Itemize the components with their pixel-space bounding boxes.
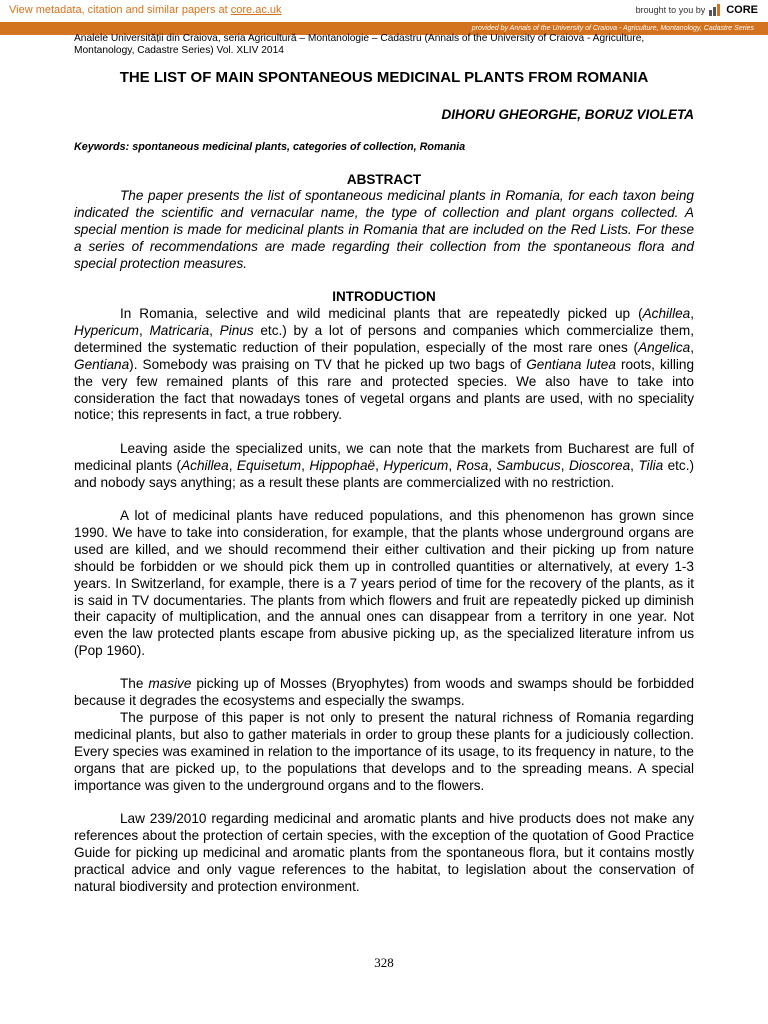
intro-paragraph-6: Law 239/2010 regarding medicinal and aromatic plants and hive products does not make any references about the protection of certain species, with the exception of the quotation of Good Practice Guide for picking up medicinal and aromatic plants from the spontaneous flora, but it contains mostly practical advice and only vague references to the habitat, to legislation about the conservation of natural biodiversity and protection environment.: [74, 811, 694, 894]
abstract-text: The paper presents the list of spontaneous medicinal plants in Romania, for each taxon being indicated the scientific and vernacular name, the type of collection and plant organs collected. A special mention is made for medicinal plants in Romania that are included on the Red Lists. For these a series of recommendations are made regarding their collection from the spontaneous flora and special protection measures.: [74, 188, 694, 271]
paper-title: THE LIST OF MAIN SPONTANEOUS MEDICINAL PLANTS FROM ROMANIA: [119, 69, 649, 86]
paper-keywords: Keywords: spontaneous medicinal plants, categories of collection, Romania: [74, 141, 466, 153]
intro-paragraph-3: A lot of medicinal plants have reduced populations, and this phenomenon has grown since 1990. We have to take into consideration, for example, that the plants whose underground organs are used are killed, and we should recommend their either cultivation and their picking up from nature should be forbidden or we should pick them up in controlled quantities or alternatively, at every 1-3 years. In Switzerland, for example, there is a 7 years period of time for the recovery of the plants, as it is said in TV documentaries. The plants from which flowers and fruit are repeatedly picked up diminish their capacity of multiplication, and the annual ones can disappear from a territory in one year. Not even the law protected plants escape from abusive picking up, as the specialized literature infrom us (Pop 1960).: [74, 508, 694, 659]
core-metadata-link[interactable]: View metadata, citation and similar papers at core.ac.uk: [9, 4, 282, 16]
intro-paragraph-5: The purpose of this paper is not only to present the natural richness of Romania regarding medicinal plants, but also to gather materials in order to group these plants for a judiciously collection. Every species was examined in relation to the importance of its usage, to its frequency in nature, to the organs that are picked up, to the populations that develops and to the spreading means. A special importance was given to the underground organs and to the flowers.: [74, 710, 694, 793]
intro-paragraph-4: The masive picking up of Mosses (Bryophytes) from woods and swamps should be forbidded because it degrades the ecosystems and especially the swamps.: [74, 676, 695, 708]
core-banner: [0, 0, 768, 23]
core-ac-uk-link[interactable]: core.ac.uk: [230, 4, 282, 16]
intro-paragraph-1: In Romania, selective and wild medicinal plants that are repeatedly picked up (Achillea, Hypericum, Matricaria, Pinus etc.) by a lot of persons and companies which commercialize them, determined the systematic reduction of their population, especially of the most rare ones (Angelica, Gentiana). Somebody was praising on TV that he picked up two bags of Gentiana lutea roots, killing the very few remained plants of this rare and protected species. We also have to take into consideration the fact that nowadays tones of vegetal organs and plants are used, with no speciality notice; this represents in fact, a true robbery.: [74, 306, 695, 423]
intro-paragraph-2: Leaving aside the specialized units, we can note that the markets from Bucharest are full of medicinal plants (Achillea, Equisetum, Hippophaë, Hypericum, Rosa, Sambucus, Dioscorea, Tilia etc.) and nobody says anything; as a result these plants are commercialized with no restriction.: [74, 441, 695, 490]
abstract-heading: ABSTRACT: [346, 172, 422, 187]
journal-header: Analele Universității din Craiova, seria Agricultură – Montanologie – Cadastru (Annals of the University of Craiova - Agriculture, Montanology, Cadastre Series) Vol. XLIV 2014: [74, 33, 645, 56]
provider-bar: provided by Annals of the University of Craiova - Agriculture, Montanology, Cadastre Series: [0, 22, 768, 35]
core-logo-word[interactable]: CORE: [726, 3, 758, 16]
page-number: 328: [374, 955, 394, 970]
introduction-heading: INTRODUCTION: [332, 289, 436, 304]
core-brought-by: brought to you by CORE: [635, 3, 758, 16]
core-logo-icon: [709, 3, 722, 16]
paper-authors: DIHORU GHEORGHE, BORUZ VIOLETA: [441, 107, 694, 122]
